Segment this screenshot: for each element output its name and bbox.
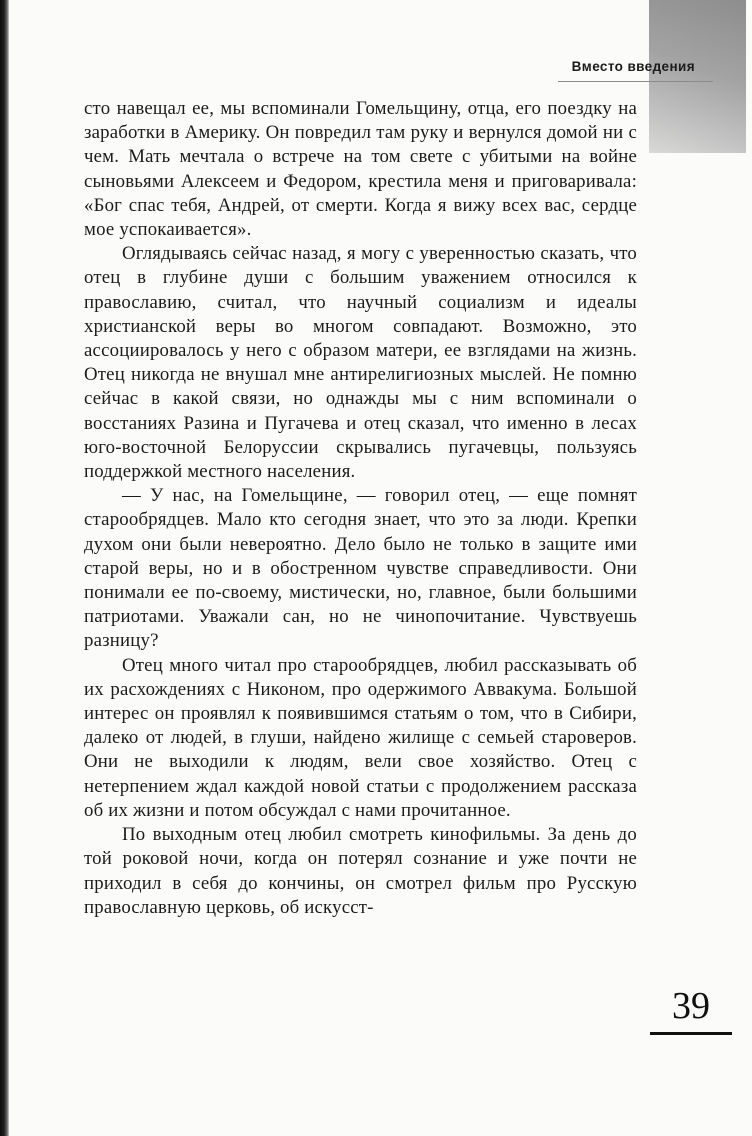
paragraph: Оглядываясь сейчас назад, я могу с уверенностью сказать, что отец в глубине души с большим уважением относился к православию, считал, что научный социализм и идеалы христианской веры во многом совпадают. Возможно, это ассоциировалось у него с образом матери, ее взглядами на жизнь. Отец никогда не внушал мне антирелигиозных мыслей. Не помню сейчас в какой связи, но однажды мы с ним вспоминали о восстаниях Разина и Пугачева и отец сказал, что именно в лесах юго-восточной Белоруссии скрывались пугачевцы, пользуясь поддержкой местного населения. <box>84 243 637 483</box>
page-body-text <box>84 97 637 920</box>
paragraph: Отец много читал про старообрядцев, любил рассказывать об их расхождениях с Никоном, про одержимого Аввакума. Большой интерес он проявлял к появившимся статьям о том, что в Сибири, далеко от людей, в глуши, найдено жилище с семьей староверов. Они не выходили к людям, вели свое хозяйство. Отец с нетерпением ждал каждой новой статьи с продолжением рассказа об их жизни и потом обсуждал с нами прочитанное. <box>84 654 637 821</box>
paragraph: По выходным отец любил смотреть кинофильмы. За день до той роковой ночи, когда он потерял сознание и уже почти не приходил в себя до кончины, он смотрел фильм про Русскую православную церковь, об искусст- <box>84 824 637 918</box>
spine-shadow <box>0 0 9 1136</box>
corner-shade-block <box>649 0 746 153</box>
paragraph: сто навещал ее, мы вспоминали Гомельщину, отца, его поездку на заработки в Америку. Он повредил там руку и вернулся домой ни с чем. Мать мечтала о встрече на том свете с убитыми на войне сыновьями Алексеем и Федором, крестила меня и приговаривала: «Бог спас тебя, Андрей, от смерти. Когда я вижу всех вас, сердце мое успокаивается». <box>84 98 637 241</box>
page-number-block <box>650 984 732 1035</box>
paragraph: — У нас, на Гомельщине, — говорил отец, — еще помнят старообрядцев. Мало кто сегодня знает, что это за люди. Крепки духом они были невероятно. Дело было не только в защите ими старой веры, но и в обостренном чувстве справедливости. Они понимали ее по-своему, мистически, но, главное, были большими патриотами. Уважали сан, но не чинопочитание. Чувствуешь разницу? <box>84 485 637 652</box>
running-header-rule <box>558 81 713 82</box>
running-header: Вместо введения <box>571 59 695 74</box>
page-number: 39 <box>650 984 732 1035</box>
